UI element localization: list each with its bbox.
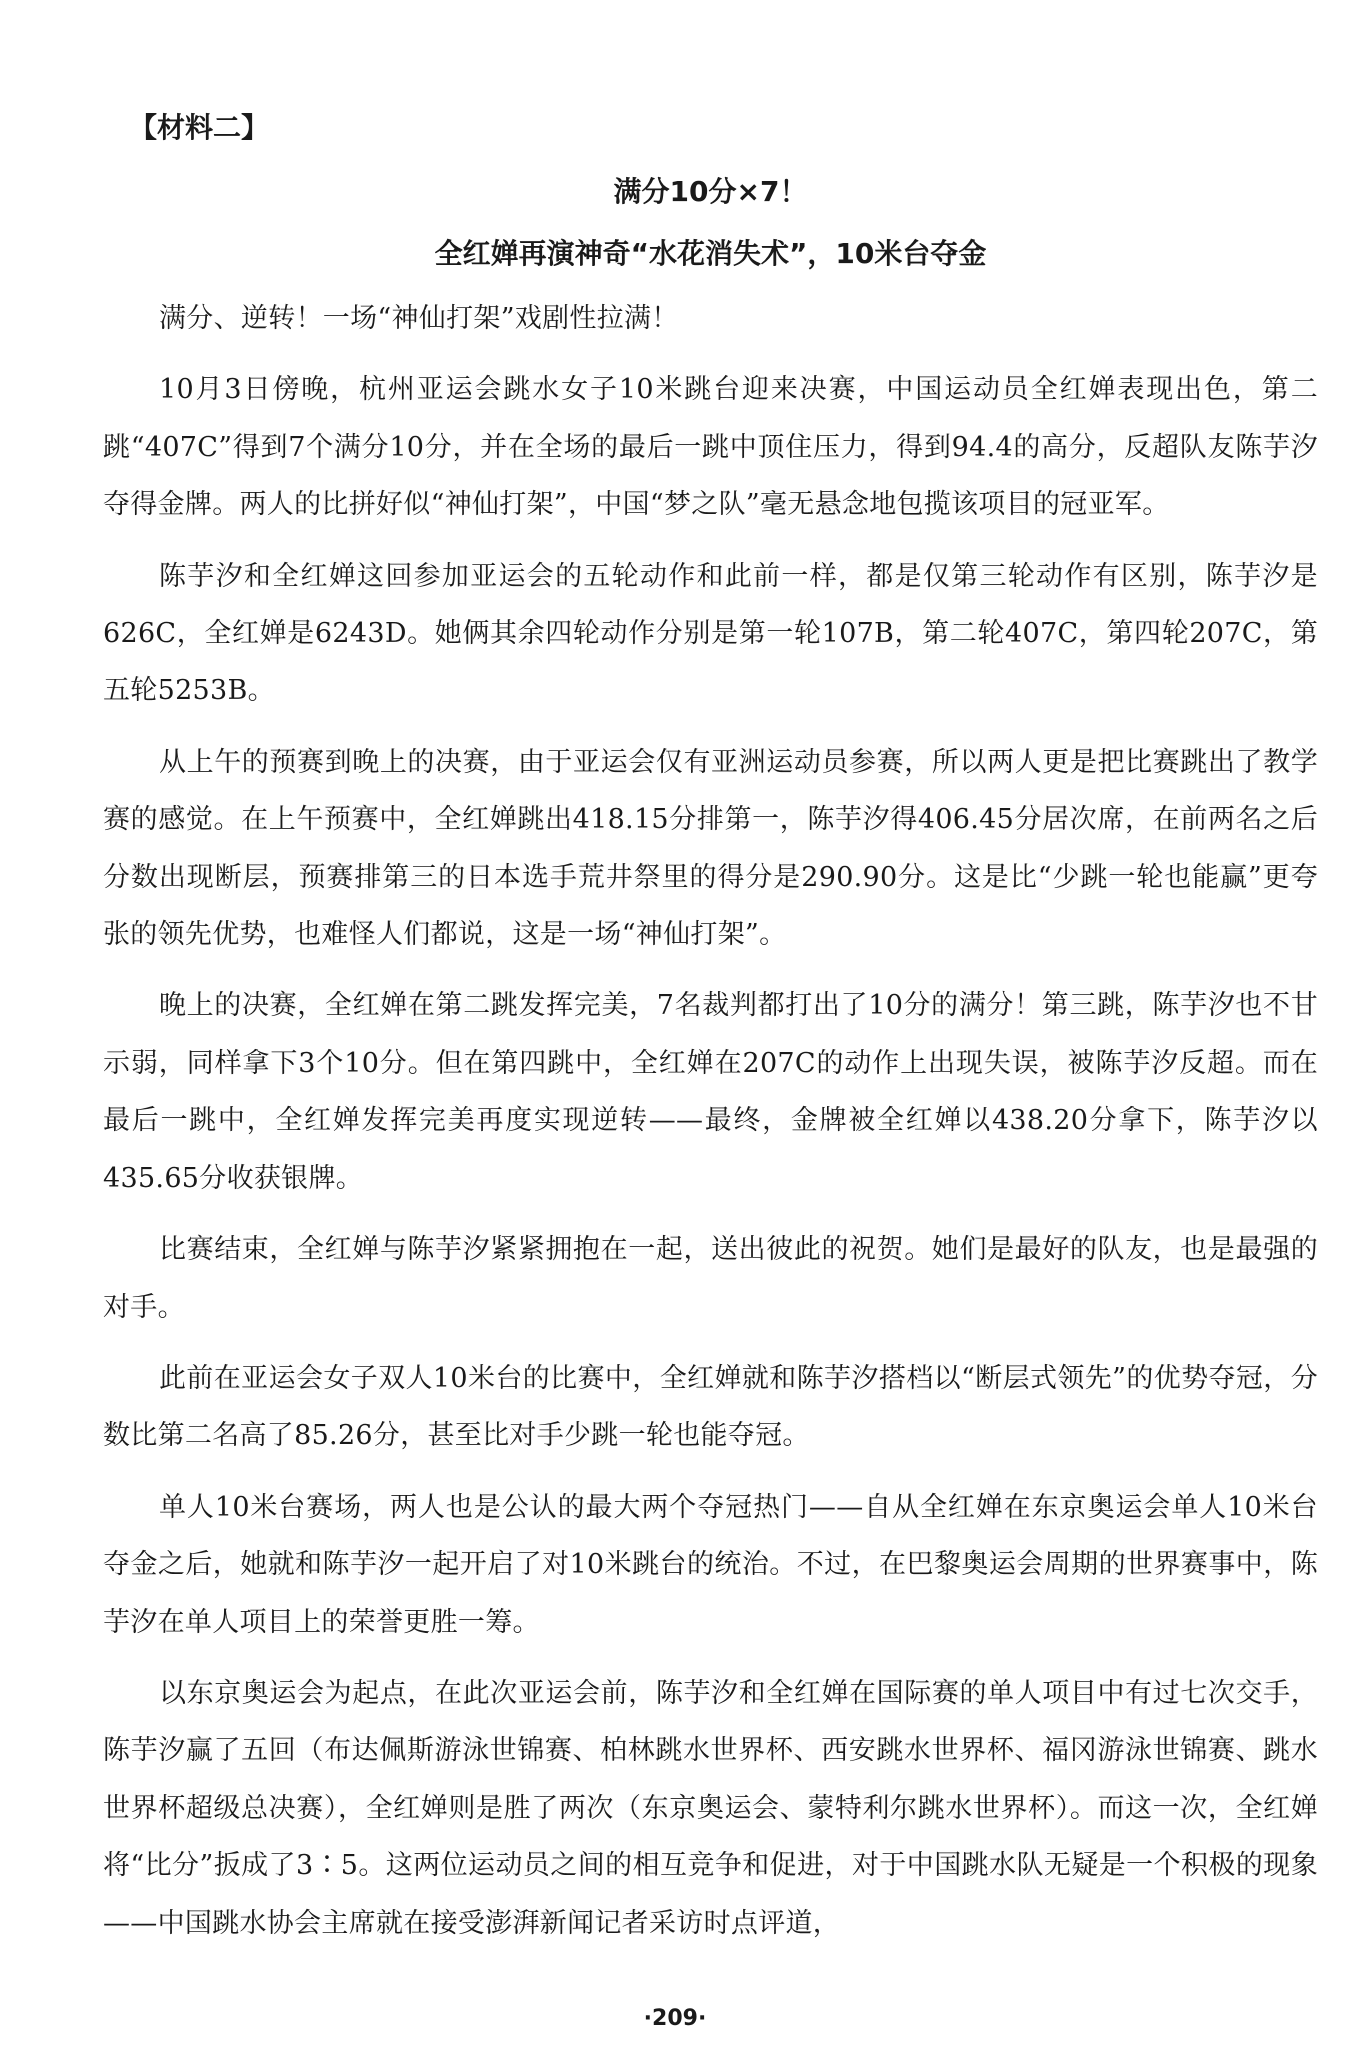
paragraph: 陈芋汐和全红婵这回参加亚运会的五轮动作和此前一样，都是仅第三轮动作有区别，陈芋汐是626C，全红婵是6243D。她俩其余四轮动作分别是第一轮107B，第二轮407C，第四轮207C，第五轮5253B。 bbox=[103, 560, 1318, 707]
paragraph: 单人10米台赛场，两人也是公认的最大两个夺冠热门——自从全红婵在东京奥运会单人10米台夺金之后，她就和陈芋汐一起开启了对10米跳台的统治。不过，在巴黎奥运会周期的世界赛事中，陈芋汐在单人项目上的荣誉更胜一筹。 bbox=[103, 1491, 1318, 1638]
page-number: ·209· bbox=[643, 2006, 707, 2031]
paragraph: 满分、逆转！一场“神仙打架”戏剧性拉满！ bbox=[159, 303, 679, 334]
section-label: 【材料二】 bbox=[129, 111, 270, 144]
paragraph: 晚上的决赛，全红婵在第二跳发挥完美，7名裁判都打出了10分的满分！第三跳，陈芋汐也不甘示弱，同样拿下3个10分。但在第四跳中，全红婵在207C的动作上出现失误，被陈芋汐反超。而在最后一跳中，全红婵发挥完美再度实现逆转——最终，金牌被全红婵以438.20分拿下，陈芋汐以435.65分收获银牌。 bbox=[103, 990, 1318, 1194]
paragraph: 从上午的预赛到晚上的决赛，由于亚运会仅有亚洲运动员参赛，所以两人更是把比赛跳出了教学赛的感觉。在上午预赛中，全红婵跳出418.15分排第一，陈芋汐得406.45分居次席，在前两名之后分数出现断层，预赛排第三的日本选手荒井祭里的得分是290.90分。这是比“少跳一轮也能赢”更夸张的领先优势，也难怪人们都说，这是一场“神仙打架”。 bbox=[103, 746, 1318, 951]
article-subtitle: 全红婵再演神奇“水花消失术”，10米台夺金 bbox=[434, 237, 987, 270]
paragraph: 此前在亚运会女子双人10米台的比赛中，全红婵就和陈芋汐搭档以“断层式领先”的优势夺冠，分数比第二名高了85.26分，甚至比对手少跳一轮也能夺冠。 bbox=[103, 1362, 1318, 1452]
paragraph: 比赛结束，全红婵与陈芋汐紧紧拥抱在一起，送出彼此的祝贺。她们是最好的队友，也是最强的对手。 bbox=[103, 1234, 1318, 1323]
article-title: 满分10分×7！ bbox=[613, 175, 808, 208]
document-page bbox=[103, 108, 1318, 1966]
paragraph: 以东京奥运会为起点，在此次亚运会前，陈芋汐和全红婵在国际赛的单人项目中有过七次交手，陈芋汐赢了五回（布达佩斯游泳世锦赛、柏林跳水世界杯、西安跳水世界杯、福冈游泳世锦赛、跳水世界杯超级总决赛），全红婵则是胜了两次（东京奥运会、蒙特利尔跳水世界杯）。而这一次，全红婵将“比分”扳成了3∶5。这两位运动员之间的相互竞争和促进，对于中国跳水队无疑是一个积极的现象——中国跳水协会主席就在接受澎湃新闻记者采访时点评道， bbox=[103, 1677, 1318, 1939]
paragraph: 10月3日傍晚，杭州亚运会跳水女子10米跳台迎来决赛，中国运动员全红婵表现出色，第二跳“407C”得到7个满分10分，并在全场的最后一跳中顶住压力，得到94.4的高分，反超队友陈芋汐夺得金牌。两人的比拼好似“神仙打架”，中国“梦之队”毫无悬念地包揽该项目的冠亚军。 bbox=[103, 374, 1318, 521]
